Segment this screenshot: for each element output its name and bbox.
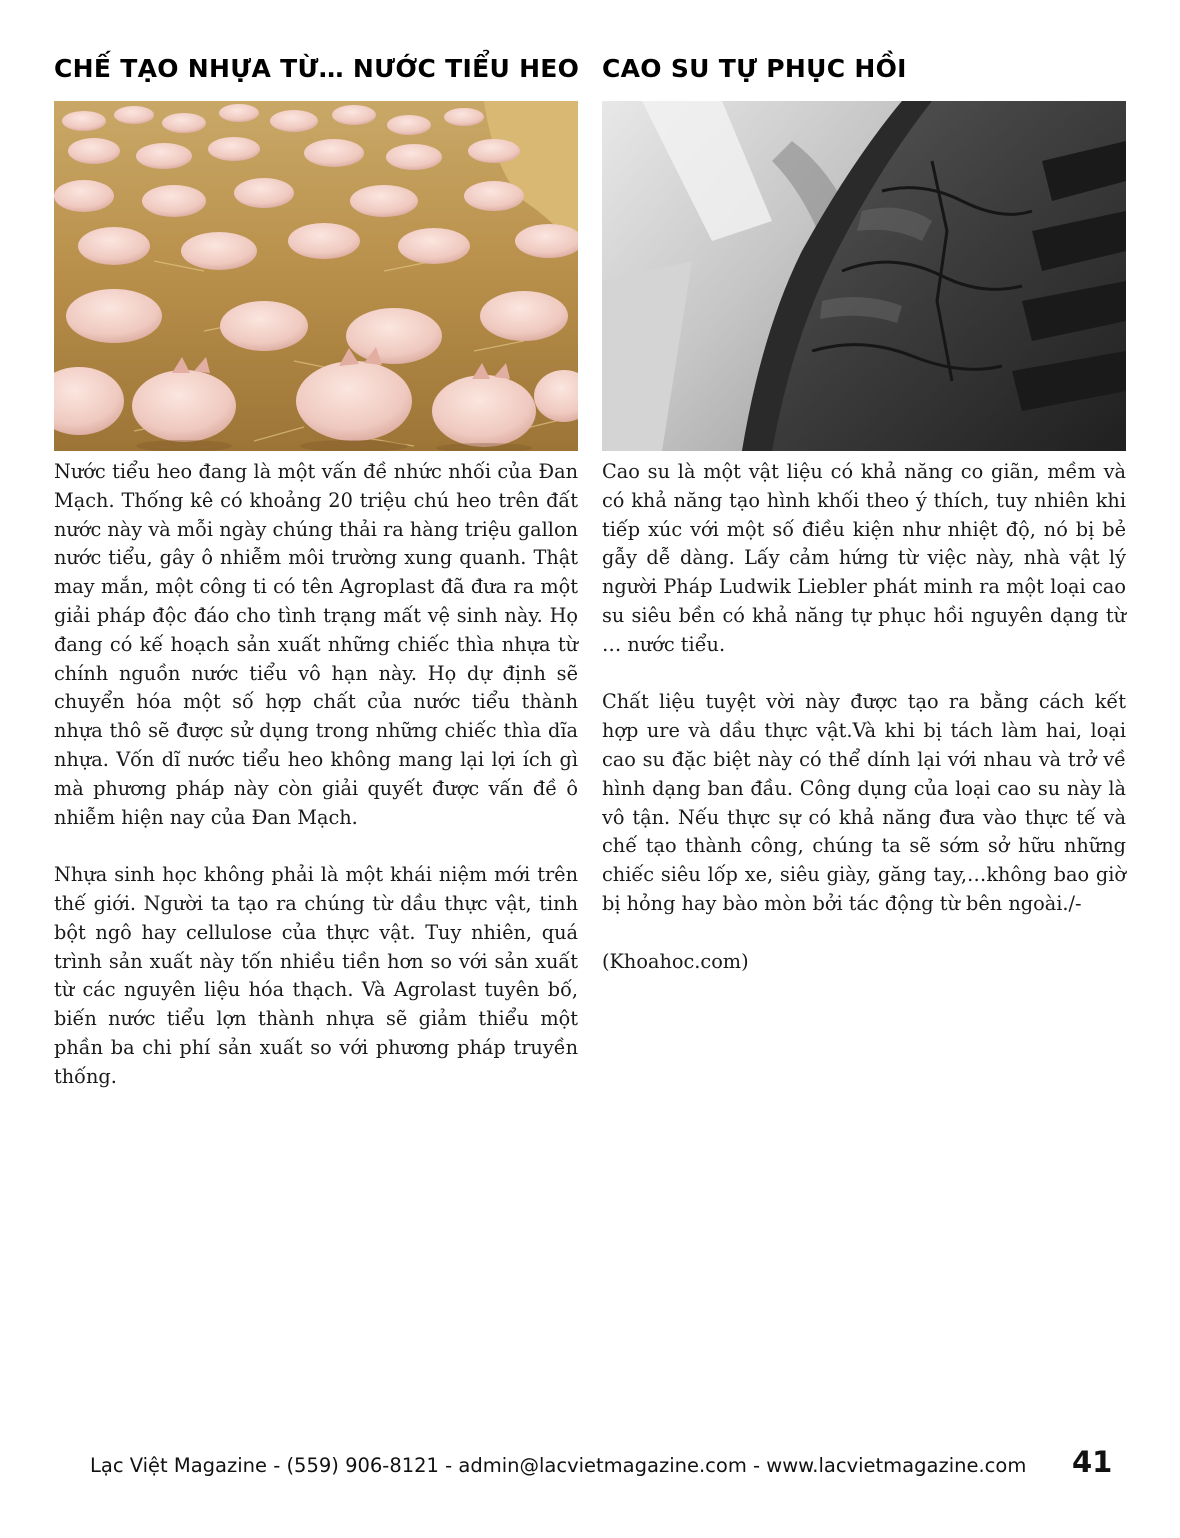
article-body: [54, 458, 578, 1120]
article-paragraph: Chất liệu tuyệt vời này được tạo ra bằng cách kết hợp ure và dầu thực vật.Và khi bị tách làm hai, loại cao su đặc biệt này có thể dính lại với nhau và trở về hình dạng ban đầu. Công dụng của loại cao su này là vô tận. Nếu thực sự có khả năng đưa vào thực tế và chế tạo thành công, chúng ta sẽ sớm sở hữu những chiếc siêu lốp xe, siêu giày, găng tay,…không bao giờ bị hỏng hay bào mòn bởi tác động từ bên ngoài./-: [602, 690, 1126, 915]
article-paragraph: Nước tiểu heo đang là một vấn đề nhức nhối của Đan Mạch. Thống kê có khoảng 20 triệu chú heo trên đất nước này và mỗi ngày chúng thải ra hàng triệu gallon nước tiểu, gây ô nhiễm môi trường xung quanh. Thật may mắn, một công ti có tên Agroplast đã đưa ra một giải pháp độc đáo cho tình trạng mất vệ sinh này. Họ đang có kế hoạch sản xuất những chiếc thìa nhựa từ chính nguồn nước tiểu vô hạn này. Họ dự định sẽ chuyển hóa một số hợp chất của nước tiểu thành nhựa thô sẽ được sử dụng trong những chiếc thìa dĩa nhựa. Vốn dĩ nước tiểu heo không mang lại lợi ích gì mà phương pháp này còn giải quyết được vấn đề ô nhiễm hiện nay của Đan Mạch.: [54, 460, 578, 829]
page-number: 41: [1072, 1445, 1113, 1479]
damaged-tire-photo: [602, 101, 1126, 451]
article-body: [602, 458, 1126, 1005]
article-title: CHẾ TẠO NHỰA TỪ… NƯỚC TIỂU HEO: [54, 54, 580, 83]
article-title: CAO SU TỰ PHỤC HỒI: [602, 54, 907, 83]
footer-contact: Lạc Việt Magazine - (559) 906-8121 - admin@lacvietmagazine.com - www.lacvietmagazine.com: [90, 1454, 1027, 1477]
pig-farm-photo: [54, 101, 578, 451]
article-paragraph: Nhựa sinh học không phải là một khái niệm mới trên thế giới. Người ta tạo ra chúng từ dầu thực vật, tinh bột ngô hay cellulose của thực vật. Tuy nhiên, quá trình sản xuất này tốn nhiều tiền hơn so với sản xuất từ các nguyên liệu hóa thạch. Và Agrolast tuyên bố, biến nước tiểu lợn thành nhựa sẽ giảm thiểu một phần ba chi phí sản xuất so với phương pháp truyền thống.: [54, 863, 578, 1088]
article-paragraph: Cao su là một vật liệu có khả năng co giãn, mềm và có khả năng tạo hình khối theo ý thích, tuy nhiên khi tiếp xúc với một số điều kiện như nhiệt độ, nó bị bẻ gẫy dễ dàng. Lấy cảm hứng từ việc này, nhà vật lý người Pháp Ludwik Liebler phát minh ra một loại cao su siêu bền có khả năng tự phục hồi nguyên dạng từ … nước tiểu.: [602, 460, 1126, 656]
article-source: (Khoahoc.com): [602, 949, 749, 973]
